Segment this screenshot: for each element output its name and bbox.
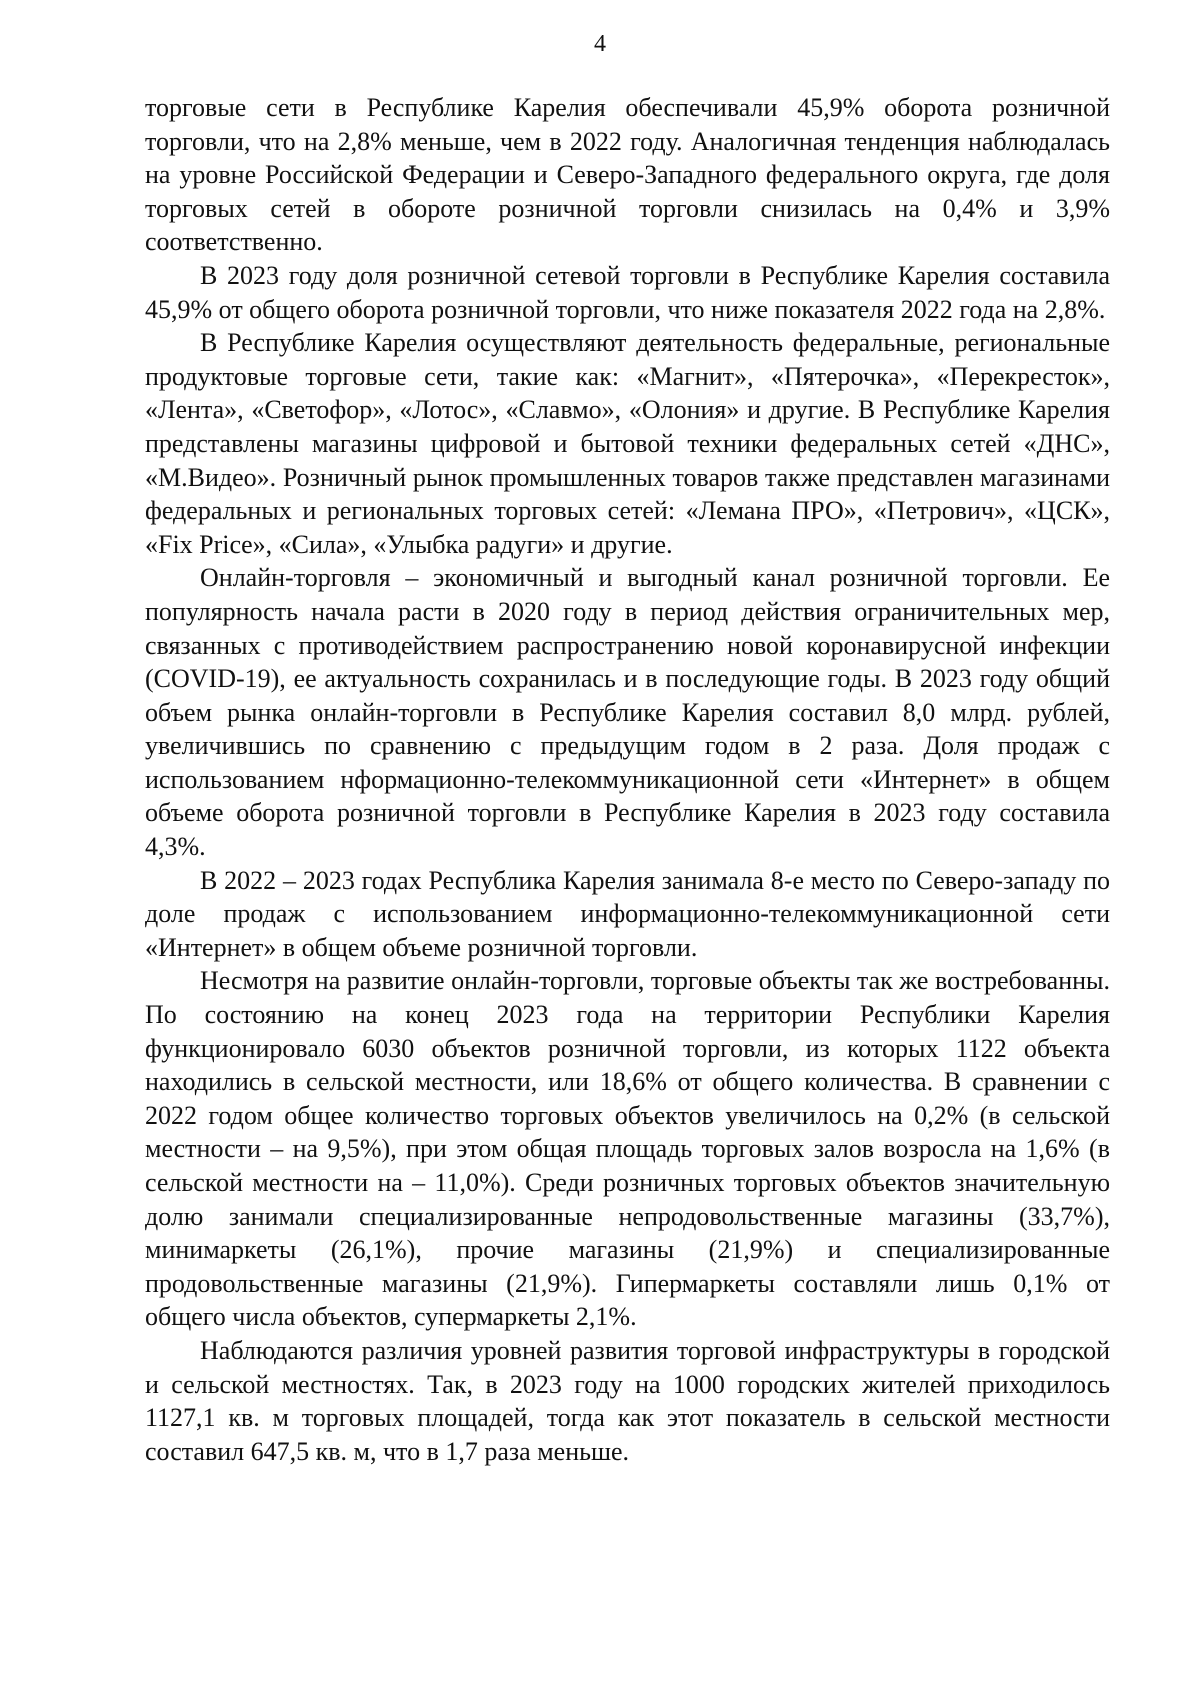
- page-number: 4: [594, 31, 606, 57]
- paragraph-retail-chains-share: торговые сети в Республике Карелия обеспечивали 45,9% оборота розничной торговли, что на 2,8% меньше, чем в 2022 году. Аналогичная тенденция наблюдалась на уровне Российской Федерации и Северо-Западного федерального округа, где доля торговых сетей в обороте розничной торговли снизилась на 0,4% и 3,9% соответственно.: [145, 93, 1110, 257]
- document-body: [145, 91, 1110, 1468]
- paragraph-retail-objects: Несмотря на развитие онлайн-торговли, торговые объекты так же востребованны. По состоянию на конец 2023 года на территории Республики Карелия функционировало 6030 объектов розничной торговли, из которых 1122 объекта находились в сельской местности, или 18,6% от общего количества. В сравнении с 2022 годом общее количество торговых объектов увеличилось на 0,2% (в сельской местности – на 9,5%), при этом общая площадь торговых залов возросла на 1,6% (в сельской местности на – 11,0%). Среди розничных торговых объектов значительную долю занимали специализированные непродовольственные магазины (33,7%), минимаркеты (26,1%), прочие магазины (21,9%) и специализированные продовольственные магазины (21,9%). Гипермаркеты составляли лишь 0,1% от общего числа объектов, супермаркеты 2,1%.: [145, 966, 1110, 1332]
- paragraph-trade-networks-list: В Республике Карелия осуществляют деятельность федеральные, региональные продуктовые торговые сети, такие как: «Магнит», «Пятерочка», «Перекресток», «Лента», «Светофор», «Лотос», «Славмо», «Олония» и другие. В Республике Карелия представлены магазины цифровой и бытовой техники федеральных сетей «ДНС», «М.Видео». Розничный рынок промышленных товаров также представлен магазинами федеральных и региональных торговых сетей: «Лемана ПРО», «Петрович», «ЦСК», «Fix Price», «Сила», «Улыбка радуги» и другие.: [145, 328, 1110, 559]
- paragraph-urban-rural-differences: Наблюдаются различия уровней развития торговой инфраструктуры в городской и сельской местностях. Так, в 2023 году на 1000 городских жителей приходилось 1127,1 кв. м торговых площадей, тогда как этот показатель в сельской местности составил 647,5 кв. м, что в 1,7 раза меньше.: [145, 1335, 1110, 1466]
- paragraph-online-trade: Онлайн-торговля – экономичный и выгодный канал розничной торговли. Ее популярность начала расти в 2020 году в период действия ограничительных мер, связанных с противодействием распространению новой коронавирусной инфекции (COVID-19), ее актуальность сохранилась и в последующие годы. В 2023 году общий объем рынка онлайн-торговли в Республике Карелия составил 8,0 млрд. рублей, увеличившись по сравнению с предыдущим годом в 2 раза. Доля продаж с использованием нформационно-телекоммуникационной сети «Интернет» в общем объеме оборота розничной торговли в Республике Карелия в 2023 году составила 4,3%.: [145, 563, 1110, 862]
- paragraph-northwest-ranking: В 2022 – 2023 годах Республика Карелия занимала 8-е место по Северо-западу по доле продаж с использованием информационно-телекоммуникационной сети «Интернет» в общем объеме розничной торговли.: [145, 865, 1110, 962]
- paragraph-network-trade-2023: В 2023 году доля розничной сетевой торговли в Республике Карелия составила 45,9% от общего оборота розничной торговли, что ниже показателя 2022 года на 2,8%.: [145, 260, 1110, 324]
